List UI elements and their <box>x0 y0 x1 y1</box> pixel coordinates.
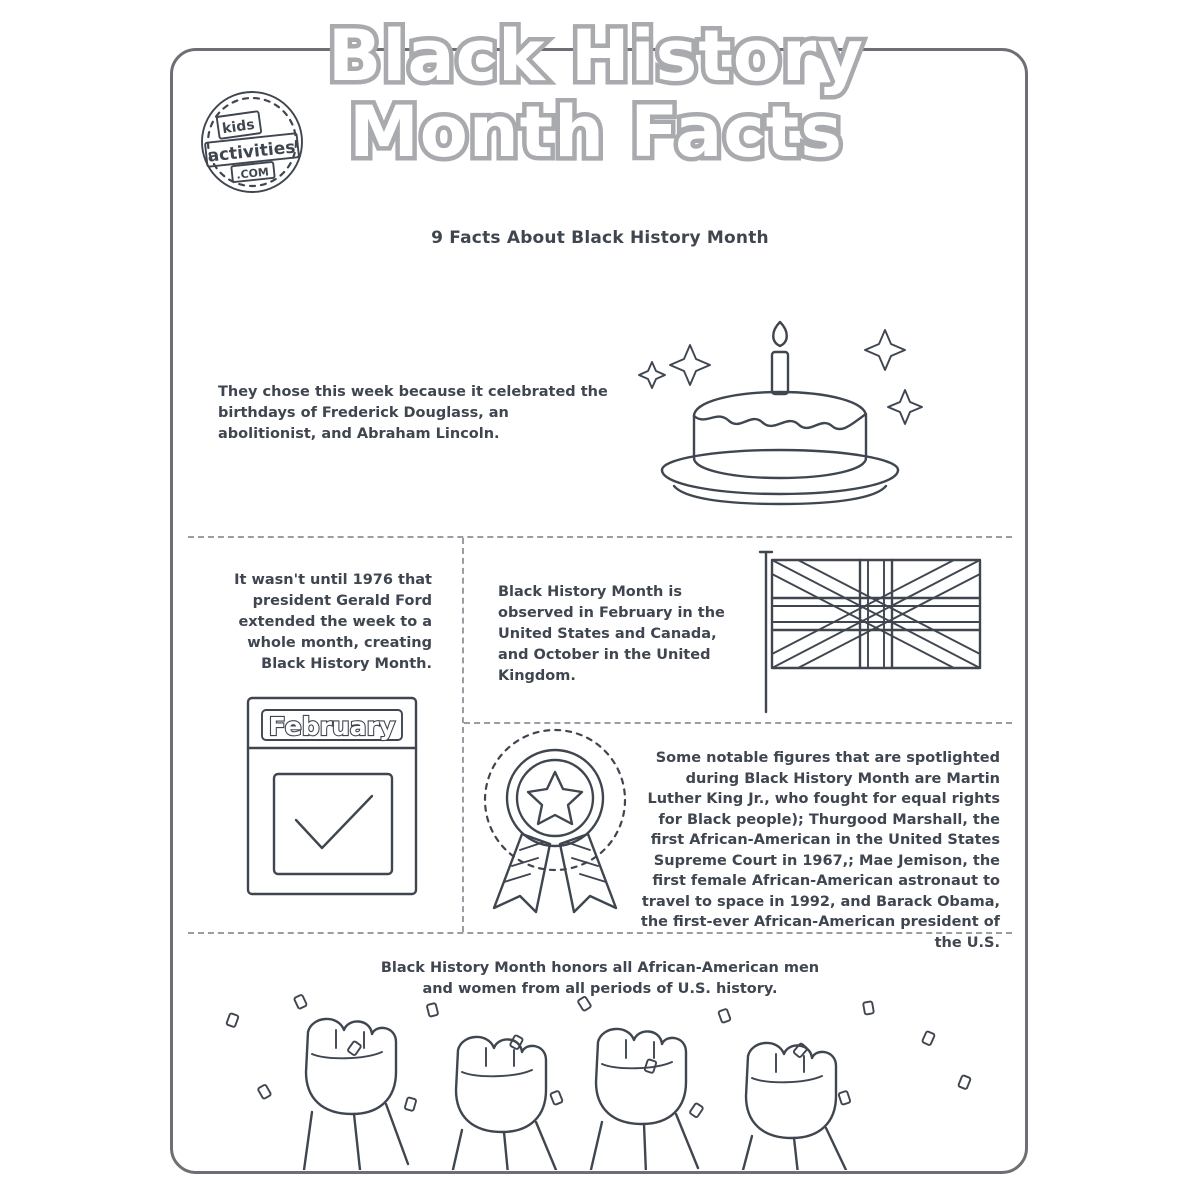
page-subtitle: 9 Facts About Black History Month <box>431 228 769 248</box>
birthday-cake-icon <box>630 300 930 520</box>
raised-fists-icon <box>200 980 1000 1170</box>
fact-text-honors-all: Black History Month honors all African-American men and women from all periods of U.S. history. <box>380 960 820 997</box>
fact-text-week-birthdays: They chose this week because it celebrated the birthdays of Frederick Douglass, an abolitionist, and Abraham Lincoln. <box>218 384 608 442</box>
divider-1 <box>188 536 1012 538</box>
fact-text-gerald-ford: It wasn't until 1976 that president Gerald Ford extended the week to a whole month, creating Black History Month. <box>234 572 432 672</box>
logo-line-2: activities <box>206 137 297 167</box>
divider-3 <box>464 722 1012 724</box>
page-title-line-1: Black History <box>328 15 864 97</box>
page-title <box>296 15 896 173</box>
fact-text-notable-figures: Some notable figures that are spotlighted during Black History Month are Martin Luther King Jr., who fought for equal rights for Black people); Thurgood Marshall, the first African-American in the United States Supreme Court in 1967,; Mae Jemison, the first female African-American astronaut to travel to space in 1992, and Barack Obama, the first-ever African-American president of the U.S. <box>640 750 1000 951</box>
award-medal-icon <box>460 726 650 926</box>
calendar-month-label: February <box>268 712 396 741</box>
fact-text-observed-months: Black History Month is observed in February in the United States and Canada, and October in the United Kingdom. <box>498 584 725 684</box>
logo-line-3: .COM <box>235 165 270 182</box>
page-title-line-2: Month Facts <box>349 91 843 173</box>
logo-line-1: kids <box>221 116 256 138</box>
union-jack-flag-icon <box>752 548 992 718</box>
calendar-february-icon <box>240 688 426 904</box>
